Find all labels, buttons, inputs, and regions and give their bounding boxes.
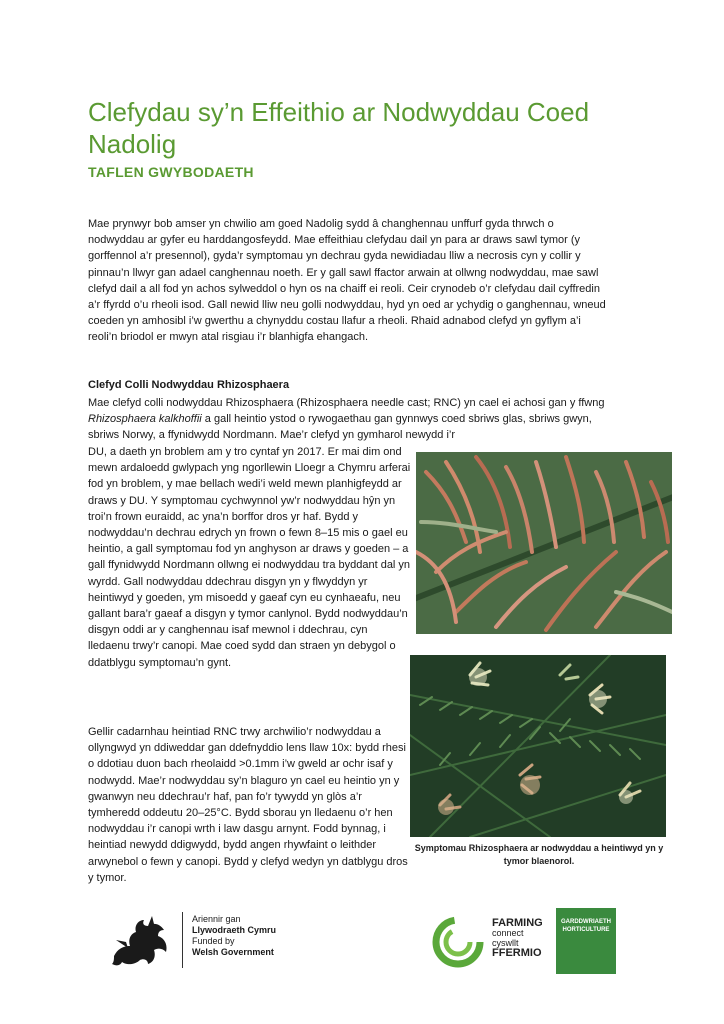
page-subtitle: TAFLEN GWYBODAETH	[88, 164, 254, 180]
photo-infected-branches	[410, 655, 666, 837]
horticulture-badge	[556, 908, 616, 974]
cyswllt-label: cyswllt	[492, 938, 519, 948]
farming-connect-ring-icon	[430, 914, 486, 970]
farming-connect-text	[492, 918, 543, 958]
llywodraeth-cymru: Llywodraeth Cymru	[192, 925, 277, 935]
logo-divider	[182, 912, 183, 968]
species-name: Rhizosphaera kalkhoffii	[88, 413, 202, 426]
section-paragraph-lead	[88, 395, 613, 444]
branches-illustration	[410, 655, 666, 837]
intro-paragraph: Mae prynwyr bob amser yn chwilio am goed Nadolig sydd â changhennau unffurf gyda thrwch o nodwyddau ar gyfer eu harddangosfeydd. Mae effeithiau clefydau dail yn para ar draws sawl tymor (y gorffennol a’r presennol), gyda’r symptomau yn dechrau gyda newidiadau lliw a necrosis cyn y collir y pinnau’n llwyr gan adael canghennau noeth. Er y gall sawl ffactor arwain at ollwng nodwyddau, mae sawl clefyd dail a all fod yn achos sylweddol o hyn os na chaiff ei reoli. Ceir crynodeb o’r clefydau dail cyffredin a’r ffyrdd o’u rheoli isod. Gall newid lliw neu golli nodwyddau, hyd yn oed ar ychydig o ganghennau, wneud coeden yn amhosibl i’w gwerthu a chynyddu costau llafur a rheoli. Rhaid adnabod clefyd yn gyflym a’i reoli’n briodol er mwyn atal risgiau i’r blanhigfa ehangach.	[88, 218, 606, 344]
funding-text	[192, 914, 276, 958]
funded-by-cy: Ariennir gan	[192, 914, 241, 924]
farming-connect-logo	[430, 908, 616, 974]
section-paragraph-wrap: DU, a daeth yn broblem am y tro cyntaf yn 2017. Er mai dim ond mewn ardaloedd gwlypach yng ngorllewin Lloegr a Chymru arferai fod yn broblem, y mae bellach wedi’i weld mewn planhigfeydd ar draws y DU. Y symptomau cychwynnol yw’r nodwyddau hŷn yn troi’n frown euraidd, ac yna’n borffor dros yr haf. Bydd y nodwyddau’n dechrau edrych yn frown o fewn 8–15 mis o gael eu heintio, a gall symptomau fod yn anghyson ar draws y goeden – a gall ffynidwydd Nordmann ollwng ei nodwyddau tra byddant dal yn wyrdd. Gall nodwyddau ddechrau disgyn yn y flwyddyn yr heintiwyd y goeden, ym misoedd y gaeaf cyn eu cynhaeafu, neu gallant bara’r gaeaf a disgyn y tymor canlynol. Bydd nodwyddau’n disgyn oddi ar y canghennau isaf mewnol i ddechrau, cyn lledaenu trwy’r canopi. Mae coed sydd dan straen yn debygol o ddatblygu symptomau’n gynt.	[88, 446, 411, 669]
photo-infected-needles-closeup	[416, 452, 672, 634]
photo-caption: Symptomau Rhizosphaera ar nodwyddau a heintiwyd yn y tymor blaenorol.	[414, 843, 664, 866]
funded-by-en: Funded by	[192, 936, 235, 946]
welsh-dragon-icon	[108, 912, 174, 968]
ffermio-label: FFERMIO	[492, 947, 542, 959]
section-paragraph-2: Gellir cadarnhau heintiad RNC trwy archwilio’r nodwyddau a ollyngwyd yn ddiweddar gan ddefnyddio lens llaw 10x: bydd rhesi o ddotiau duon bach rheolaidd >0.1mm i’w gweld ar ochr isaf y nodwydd. Mae’r nodwyddau sy’n blaguro yn cael eu heintio yn y gwanwyn neu ddechrau’r haf, pan fo’r tywydd yn glòs a’r tymheredd oddeutu 20–25°C. Bydd sborau yn lledaenu o’r hen nodwyddau i’r canopi wrth i law dasgu arnynt. Fodd bynnag, i heintiad newydd ddigwydd, bydd angen rhywfaint o leithder arwynebol o fewn y canopi. Bydd y clefyd wedyn yn datblygu dros y tymor.	[88, 726, 408, 884]
lead-text-1: Mae clefyd colli nodwyddau Rhizosphaera (Rhizosphaera needle cast; RNC) yn cael ei achosi gan y ffwng	[88, 397, 605, 409]
welsh-government: Welsh Government	[192, 947, 274, 957]
section-heading: Clefyd Colli Nodwyddau Rhizosphaera	[88, 379, 290, 391]
lead-text-2: a gall heintio ystod o rywogaethau gan gynnwys coed sbriws glas, sbriws gwyn, sbriws Norwy, a ffynidwydd Nordmann. Mae’r clefyd yn gymharol newydd i’r	[88, 413, 592, 442]
welsh-government-logo	[108, 910, 298, 970]
connect-label: connect	[492, 928, 524, 938]
farming-label: FARMING	[492, 917, 543, 929]
page-title: Clefydau sy’n Effeithio ar Nodwyddau Coed Nadolig	[88, 97, 590, 159]
garddwriaeth-label: GARDDWRIAETH	[561, 919, 611, 925]
needles-closeup-illustration	[416, 452, 672, 634]
horticulture-label: HORTICULTURE	[562, 927, 610, 933]
